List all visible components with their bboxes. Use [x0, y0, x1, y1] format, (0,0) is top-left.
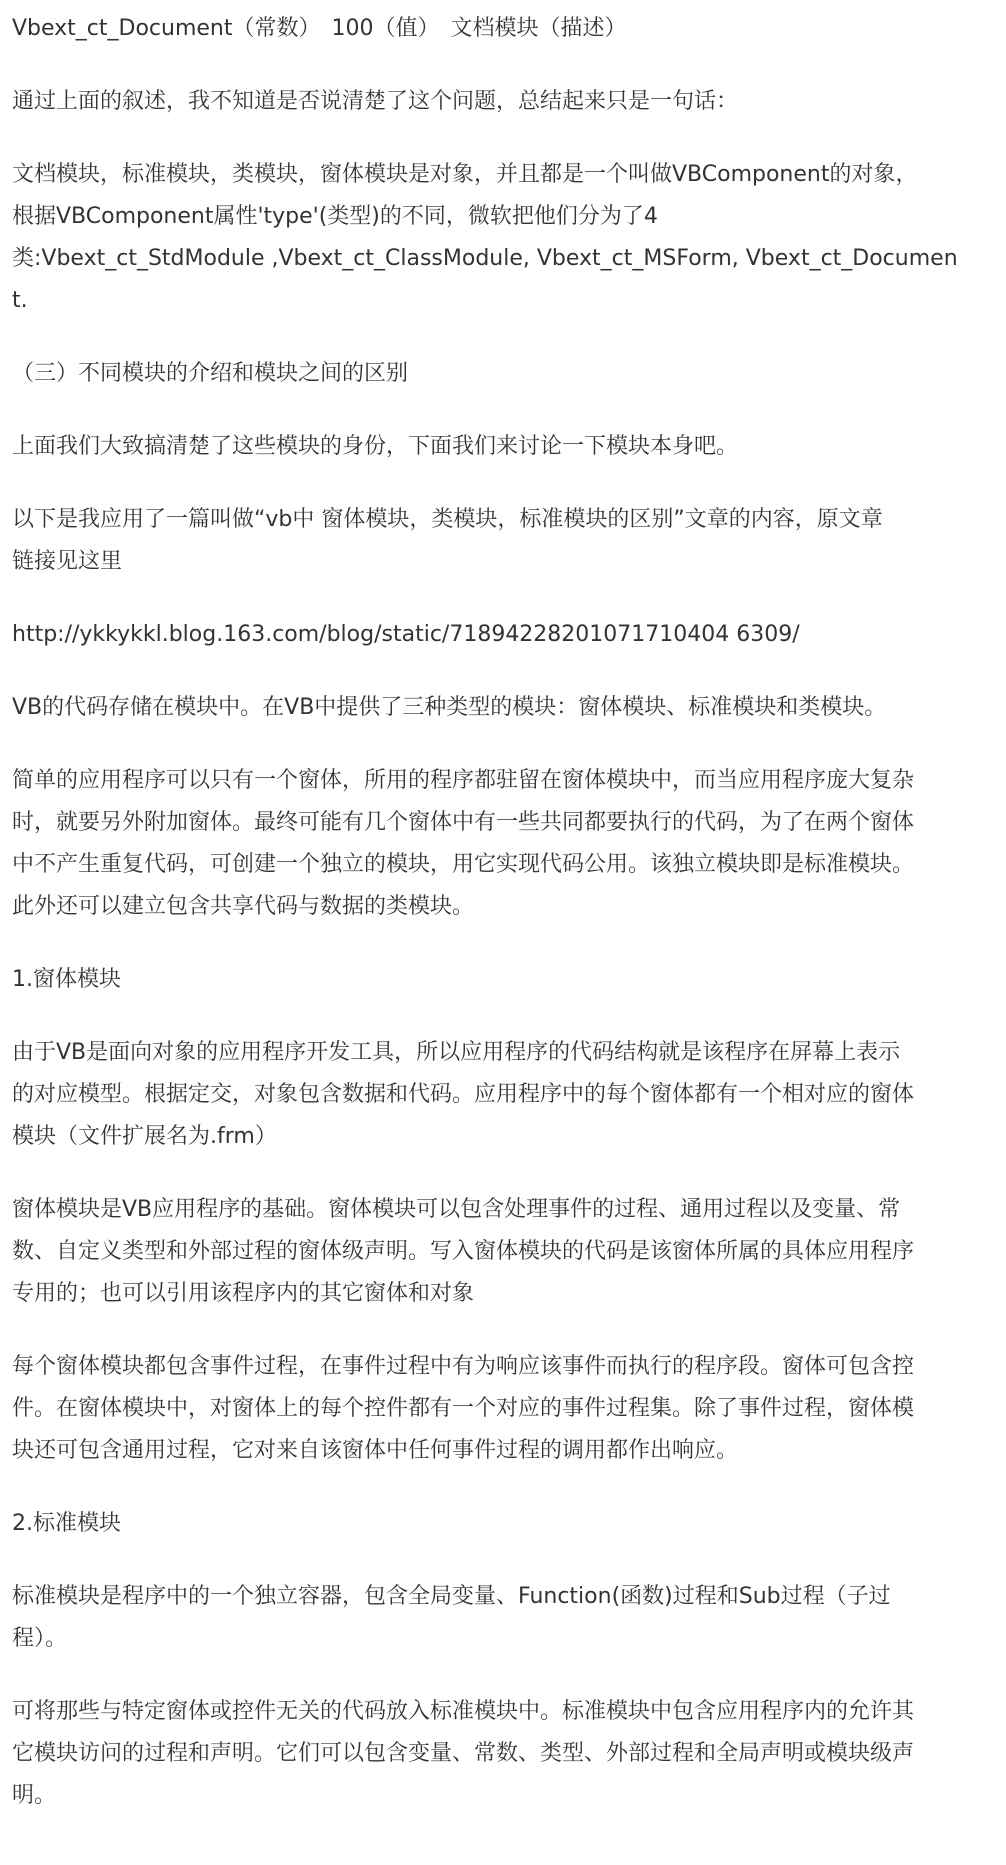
text-line: http://ykkykkl.blog.163.com/blog/static/71894228201071710404 6309/: [12, 622, 800, 647]
paragraph-module-types: [12, 687, 997, 729]
section-heading-three: [12, 353, 997, 395]
text-line: 每个窗体模块都包含事件过程，在事件过程中有为响应该事件而执行的程序段。窗体可包含控: [12, 1354, 915, 1379]
text-line: 根据VBComponent属性'type'(类型)的不同，微软把他们分为了4: [12, 204, 658, 229]
text-line: （三）不同模块的介绍和模块之间的区别: [12, 361, 409, 386]
text-line: 件。在窗体模块中，对窗体上的每个控件都有一个对应的事件过程集。除了事件过程，窗体模: [12, 1396, 915, 1421]
text-line: 时，就要另外附加窗体。最终可能有几个窗体中有一些共同都要执行的代码，为了在两个窗体: [12, 810, 915, 835]
paragraph-document-constant: [12, 8, 997, 50]
text-line: 此外还可以建立包含共享代码与数据的类模块。: [12, 894, 475, 919]
section-heading-standard-module: [12, 1503, 997, 1545]
text-line: 标准模块是程序中的一个独立容器，包含全局变量、Function(函数)过程和Sub过程（子过: [12, 1584, 891, 1609]
text-line: 简单的应用程序可以只有一个窗体，所用的程序都驻留在窗体模块中，而当应用程序庞大复杂: [12, 768, 915, 793]
paragraph-vbcomponent-types: [12, 154, 997, 322]
paragraph-source-reference: [12, 499, 997, 583]
text-line: 链接见这里: [12, 549, 123, 574]
text-line: 1.窗体模块: [12, 967, 121, 992]
paragraph-standard-module-definition: [12, 1576, 997, 1660]
text-line: t.: [12, 288, 28, 313]
paragraph-form-module-basis: [12, 1189, 997, 1315]
text-line: 中不产生重复代码，可创建一个独立的模块，用它实现代码公用。该独立模块即是标准模块。: [12, 852, 915, 877]
paragraph-simple-application: [12, 760, 997, 928]
text-line: 专用的；也可以引用该程序内的其它窗体和对象: [12, 1281, 475, 1306]
text-line: 以下是我应用了一篇叫做“vb中 窗体模块，类模块，标准模块的区别”文章的内容，原文章: [12, 507, 883, 532]
text-line: Vbext_ct_Document（常数） 100（值） 文档模块（描述）: [12, 16, 627, 41]
text-line: 明。: [12, 1783, 57, 1808]
paragraph-summary-intro: [12, 81, 997, 123]
paragraph-form-module-events: [12, 1346, 997, 1472]
article-body: [12, 8, 997, 1848]
text-line: VB的代码存储在模块中。在VB中提供了三种类型的模块：窗体模块、标准模块和类模块。: [12, 695, 887, 720]
section-heading-form-module: [12, 959, 997, 1001]
text-line: 程）。: [12, 1626, 68, 1651]
text-line: 由于VB是面向对象的应用程序开发工具，所以应用程序的代码结构就是该程序在屏幕上表示: [12, 1040, 901, 1065]
text-line: 上面我们大致搞清楚了这些模块的身份，下面我们来讨论一下模块本身吧。: [12, 434, 739, 459]
text-line: 它模块访问的过程和声明。它们可以包含变量、常数、类型、外部过程和全局声明或模块级声: [12, 1741, 915, 1766]
text-line: 类:Vbext_ct_StdModule ,Vbext_ct_ClassModule, Vbext_ct_MSForm, Vbext_ct_Documen: [12, 246, 958, 271]
text-line: 通过上面的叙述，我不知道是否说清楚了这个问题，总结起来只是一句话：: [12, 89, 739, 114]
paragraph-form-module-structure: [12, 1032, 997, 1158]
text-line: 2.标准模块: [12, 1511, 121, 1536]
text-line: 窗体模块是VB应用程序的基础。窗体模块可以包含处理事件的过程、通用过程以及变量、常: [12, 1197, 901, 1222]
text-line: 模块（文件扩展名为.frm）: [12, 1124, 277, 1149]
text-line: 块还可包含通用过程，它对来自该窗体中任何事件过程的调用都作出响应。: [12, 1438, 739, 1463]
text-line: 可将那些与特定窗体或控件无关的代码放入标准模块中。标准模块中包含应用程序内的允许其: [12, 1699, 915, 1724]
text-line: 文档模块，标准模块，类模块，窗体模块是对象，并且都是一个叫做VBComponent的对象，: [12, 162, 918, 187]
paragraph-source-url: [12, 614, 997, 656]
text-line: 数、自定义类型和外部过程的窗体级声明。写入窗体模块的代码是该窗体所属的具体应用程序: [12, 1239, 915, 1264]
paragraph-discussion-intro: [12, 426, 997, 468]
text-line: 的对应模型。根据定交，对象包含数据和代码。应用程序中的每个窗体都有一个相对应的窗体: [12, 1082, 915, 1107]
paragraph-standard-module-usage: [12, 1691, 997, 1817]
